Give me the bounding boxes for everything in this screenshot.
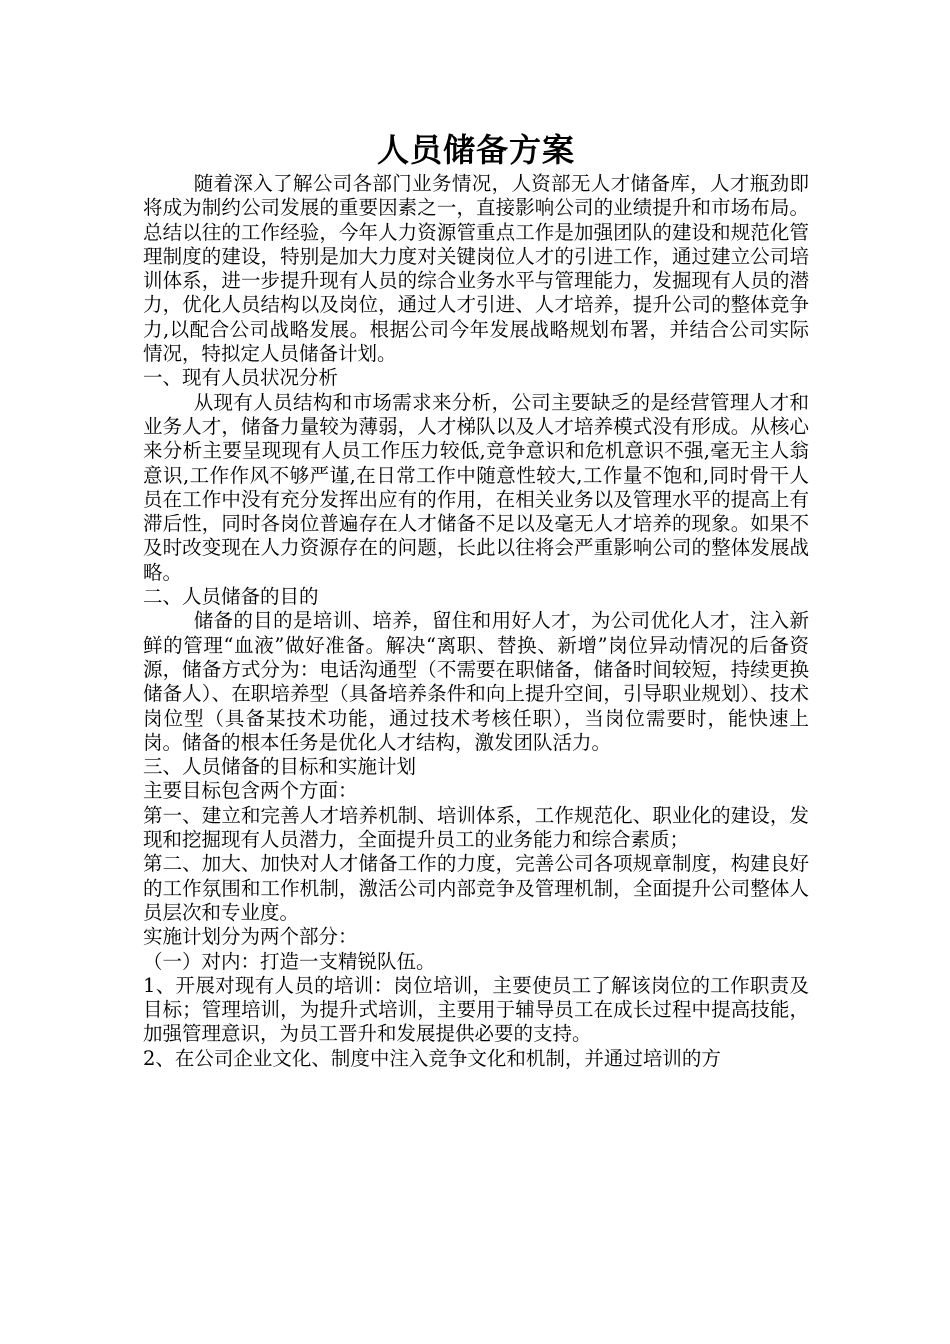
section-2-paragraph: 储备的目的是培训、培养，留住和用好人才，为公司优化人才，注入新鲜的管理“血液”做好准备。解决“离职、替换、新增”岗位异动情况的后备资源，储备方式分为：电话沟通型（不需要在职储备，储备时间较短，持续更换储备人）、在职培养型（具备培养条件和向上提升空间，引导职业规划）、技术岗位型（具备某技术功能，通过技术考核任职），当岗位需要时，能快速上岗。储备的根本任务是优化人才结构，激发团队活力。 (143, 609, 809, 754)
section-heading-2: 二、人员储备的目的 (143, 585, 319, 609)
goals-intro: 主要目标包含两个方面： (143, 779, 358, 803)
document-title: 人员储备方案 (376, 131, 575, 169)
plan-intro: 实施计划分为两个部分： (143, 925, 358, 949)
section-heading-3: 三、人员储备的目标和实施计划 (143, 755, 417, 779)
section-1-paragraph: 从现有人员结构和市场需求来分析，公司主要缺乏的是经营管理人才和业务人才，储备力量较为薄弱，人才梯队以及人才培养模式没有形成。从核心来分析主要呈现现有人员工作压力较低,竞争意识和危机意识不强,毫无主人翁意识,工作作风不够严谨,在日常工作中随意性较大,工作量不饱和,同时骨干人员在工作中没有充分发挥出应有的作用，在相关业务以及管理水平的提高上有滞后性，同时各岗位普遍存在人才储备不足以及毫无人才培养的现象。如果不及时改变现在人力资源存在的问题，长此以往将会严重影响公司的整体发展战略。 (143, 390, 809, 584)
section-heading-1: 一、现有人员状况分析 (143, 366, 339, 390)
goal-1-paragraph: 第一、建立和完善人才培养机制、培训体系，工作规范化、职业化的建设，发现和挖掘现有人员潜力，全面提升员工的业务能力和综合素质； (143, 803, 809, 852)
intro-paragraph: 随着深入了解公司各部门业务情况，人资部无人才储备库，人才瓶劲即将成为制约公司发展的重要因素之一，直接影响公司的业绩提升和市场布局。总结以往的工作经验，今年人力资源管重点工作是加强团队的建设和规范化管理制度的建设，特别是加大力度对关键岗位人才的引进工作，通过建立公司培训体系，进一步提升现有人员的综合业务水平与管理能力，发掘现有人员的潜力，优化人员结构以及岗位，通过人才引进、人才培养，提升公司的整体竞争力,以配合公司战略发展。根据公司今年发展战略规划布署，并结合公司实际情况，特拟定人员储备计划。 (143, 172, 809, 366)
plan-item-1: 1、开展对现有人员的培训：岗位培训，主要使员工了解该岗位的工作职责及目标；管理培训，为提升式培训，主要用于辅导员工在成长过程中提高技能，加强管理意识，为员工晋升和发展提供必要的支持。 (143, 973, 809, 1046)
document-page (143, 128, 809, 1071)
plan-part-1-heading: （一）对内：打造一支精锐队伍。 (143, 949, 436, 973)
plan-item-2: 2、在公司企业文化、制度中注入竞争文化和机制，并通过培训的方 (143, 1046, 721, 1070)
goal-2-paragraph: 第二、加大、加快对人才储备工作的力度，完善公司各项规章制度，构建良好的工作氛围和工作机制，激活公司内部竞争及管理机制，全面提升公司整体人员层次和专业度。 (143, 852, 809, 924)
document-body (143, 172, 809, 1071)
